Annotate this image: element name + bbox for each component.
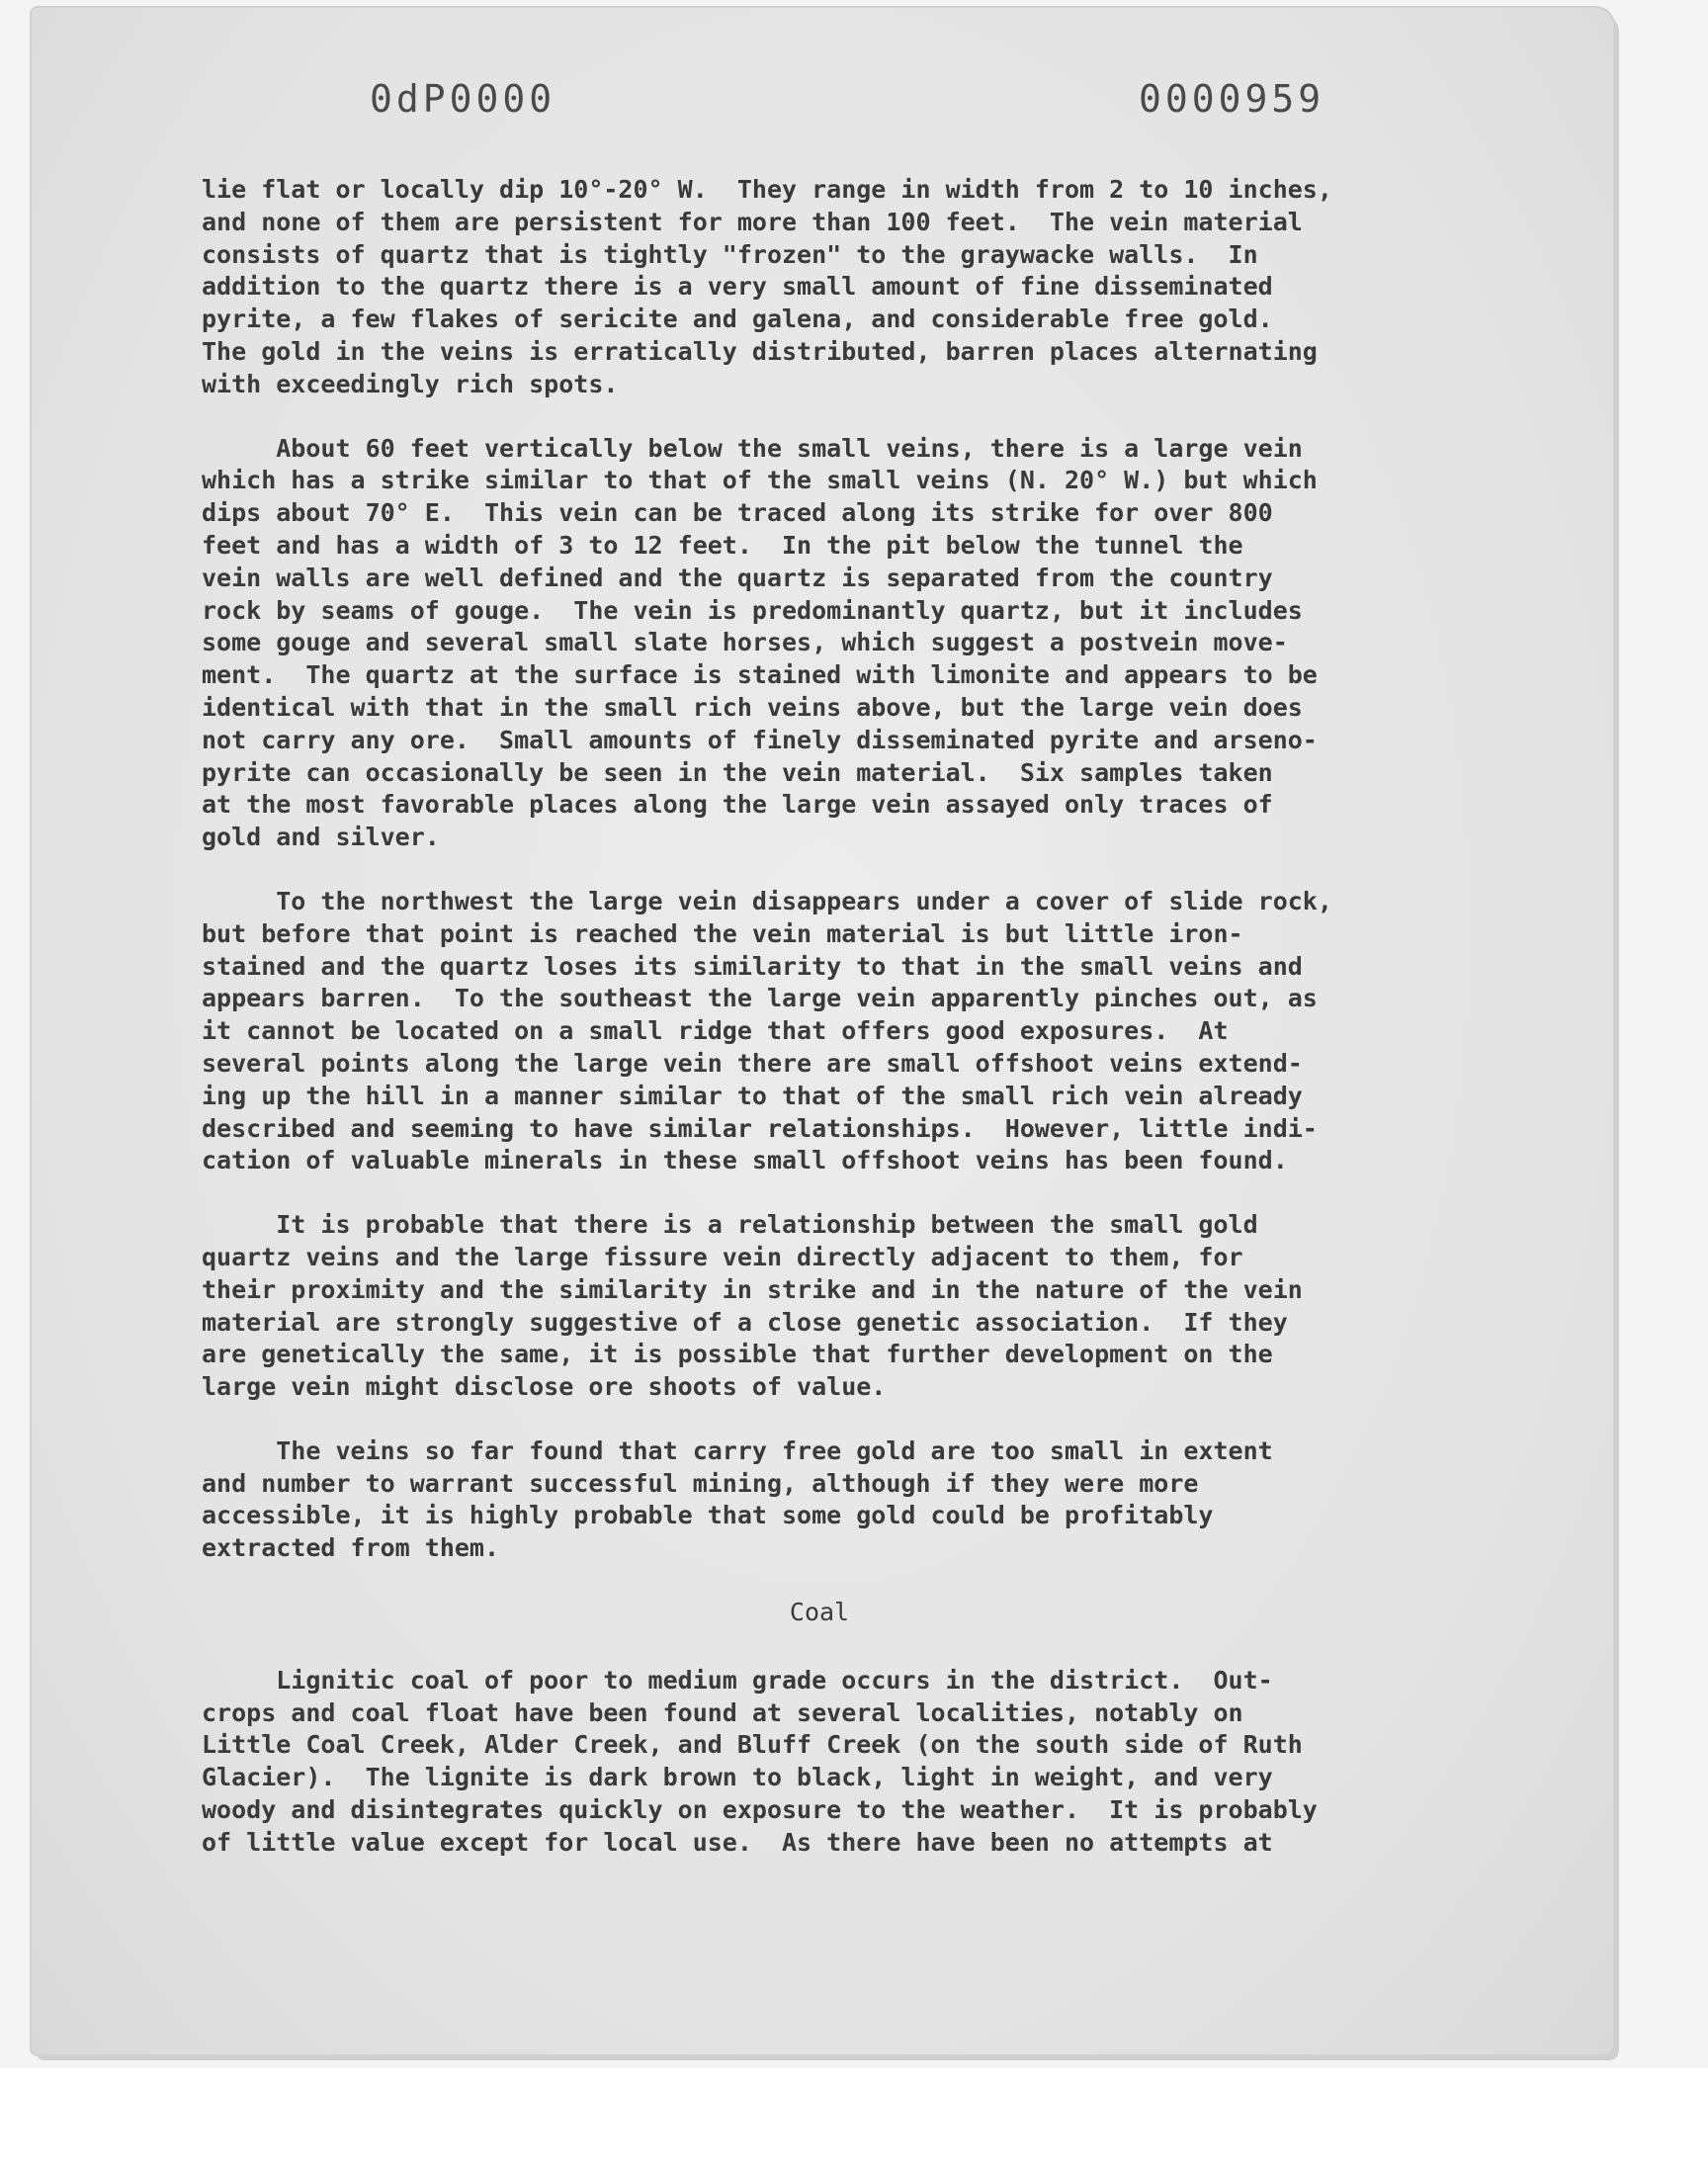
text-line: pyrite, a few flakes of sericite and galena, and considerable free gold. (202, 304, 1273, 334)
paragraph-3 (202, 886, 1477, 1177)
text-line: feet and has a width of 3 to 12 feet. In the pit below the tunnel the (202, 530, 1243, 560)
text-line: addition to the quartz there is a very small amount of fine disseminated (202, 272, 1273, 302)
text-line: consists of quartz that is tightly "frozen" to the graywacke walls. In (202, 239, 1258, 269)
text-line: pyrite can occasionally be seen in the vein material. Six samples taken (202, 757, 1273, 787)
text-line: described and seeming to have similar relationships. However, little indi- (202, 1113, 1318, 1143)
paragraph-4 (202, 1209, 1477, 1404)
text-line: are genetically the same, it is possible that further development on the (202, 1340, 1273, 1369)
text-line: material are strongly suggestive of a close genetic association. If they (202, 1307, 1288, 1337)
text-line: at the most favorable places along the large vein assayed only traces of (202, 790, 1273, 820)
text-line: ing up the hill in a manner similar to that of the small rich vein already (202, 1081, 1303, 1110)
text-line: stained and the quartz loses its similarity to that in the small veins and (202, 951, 1303, 981)
paragraph-5 (202, 1436, 1477, 1565)
text-line: and number to warrant successful mining, although if they were more (202, 1468, 1199, 1498)
text-line: not carry any ore. Small amounts of finely disseminated pyrite and arseno- (202, 725, 1318, 754)
text-line: Little Coal Creek, Alder Creek, and Bluff Creek (on the south side of Ruth (202, 1730, 1303, 1760)
text-line: it cannot be located on a small ridge that offers good exposures. At (202, 1016, 1229, 1046)
text-line: appears barren. To the southeast the large vein apparently pinches out, as (202, 984, 1318, 1013)
text-line: which has a strike similar to that of the small veins (N. 20° W.) but which (202, 466, 1318, 495)
text-line: identical with that in the small rich veins above, but the large vein does (202, 692, 1303, 722)
text-line: dips about 70° E. This vein can be traced along its strike for over 800 (202, 498, 1273, 528)
text-line: and none of them are persistent for more than 100 feet. The vein material (202, 207, 1303, 236)
text-line: vein walls are well defined and the quartz is separated from the country (202, 563, 1273, 592)
text-line: It is probable that there is a relationship between the small gold (202, 1210, 1258, 1240)
paragraph-coal (202, 1665, 1477, 1860)
text-line: Glacier). The lignite is dark brown to black, light in weight, and very (202, 1763, 1273, 1792)
text-line: gold and silver. (202, 823, 440, 852)
text-line: some gouge and several small slate horses, which suggest a postvein move- (202, 628, 1288, 657)
text-line: quartz veins and the large fissure vein directly adjacent to them, for (202, 1242, 1243, 1271)
serial-number-left: 0dP0000 (370, 77, 556, 121)
text-line: woody and disintegrates quickly on exposure to the weather. It is probably (202, 1795, 1318, 1825)
text-line: About 60 feet vertically below the small veins, there is a large vein (202, 433, 1303, 463)
text-line: accessible, it is highly probable that some gold could be profitably (202, 1501, 1214, 1530)
text-line: with exceedingly rich spots. (202, 369, 619, 398)
text-line: cation of valuable minerals in these small offshoot veins has been found. (202, 1146, 1288, 1175)
paragraph-1 (202, 174, 1477, 401)
text-line: ment. The quartz at the surface is stained with limonite and appears to be (202, 660, 1318, 690)
text-line: crops and coal float have been found at several localities, notably on (202, 1697, 1243, 1727)
text-line: but before that point is reached the vein material is but little iron- (202, 918, 1243, 948)
text-line: To the northwest the large vein disappears under a cover of slide rock, (202, 886, 1332, 915)
text-line: large vein might disclose ore shoots of value. (202, 1372, 887, 1402)
text-line: extracted from them. (202, 1533, 500, 1563)
text-line: The gold in the veins is erratically distributed, barren places alternating (202, 336, 1318, 366)
text-line: their proximity and the similarity in strike and in the nature of the vein (202, 1274, 1303, 1304)
text-line: The veins so far found that carry free gold are too small in extent (202, 1436, 1273, 1465)
text-line: of little value except for local use. As there have been no attempts at (202, 1827, 1273, 1857)
text-line: lie flat or locally dip 10°-20° W. They range in width from 2 to 10 inches, (202, 175, 1332, 204)
document-body (202, 174, 1477, 1891)
serial-number-right: 0000959 (1139, 77, 1325, 121)
text-line: rock by seams of gouge. The vein is predominantly quartz, but it includes (202, 595, 1303, 625)
section-heading-coal: Coal (789, 1598, 850, 1627)
text-line: Lignitic coal of poor to medium grade occurs in the district. Out- (202, 1665, 1273, 1695)
text-line: several points along the large vein there are small offshoot veins extend- (202, 1048, 1303, 1078)
paragraph-2 (202, 433, 1477, 854)
